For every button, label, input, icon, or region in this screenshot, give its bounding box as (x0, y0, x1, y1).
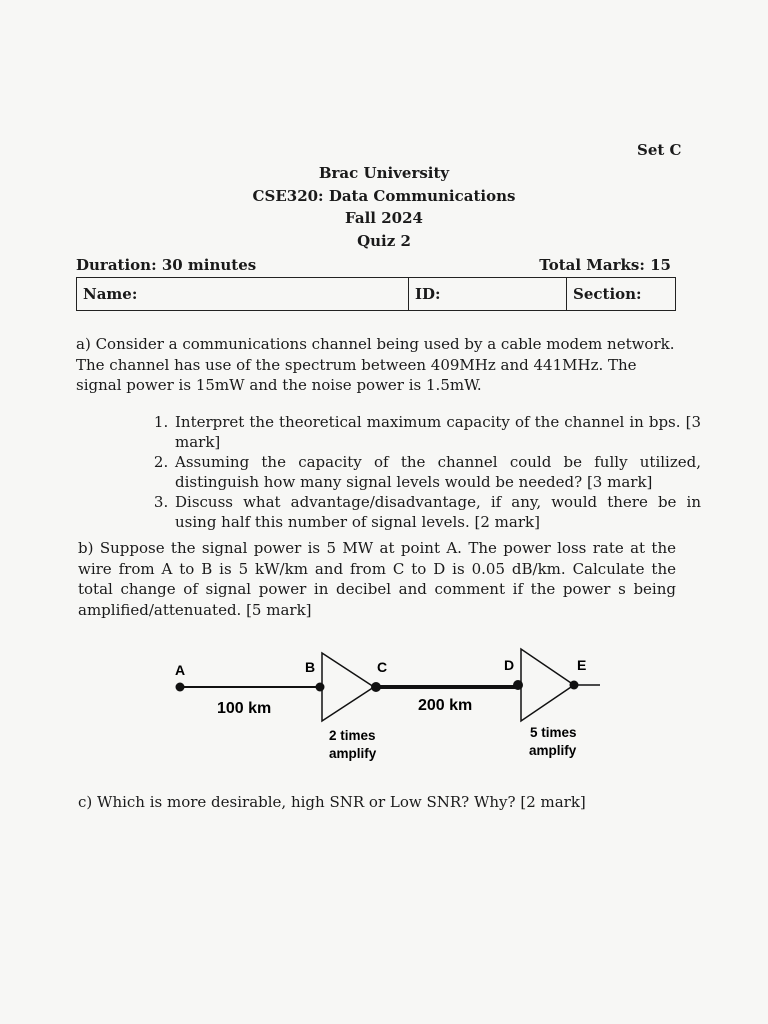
question-b-text: b) Suppose the signal power is 5 MW at point A. The power loss rate at the wire from A to B is 5 kW/km and from C to D is 0.05 dB/km. Calculate the total change of signal power in decibel and comment if the power s being amplified/attenuated. [5 mark] (78, 539, 676, 619)
id-field: ID: (409, 278, 567, 311)
node-a (176, 683, 185, 692)
semester: Fall 2024 (345, 209, 423, 227)
course-title: CSE320: Data Communications (252, 186, 516, 205)
amp2-caption-line1: 5 times (530, 725, 577, 740)
node-d (513, 680, 523, 690)
set-label: Set C (637, 141, 682, 159)
amplifier-1-icon (322, 653, 374, 721)
name-field: Name: (77, 278, 409, 311)
amp1-caption-line2: amplify (329, 746, 377, 761)
amp1-caption-line1: 2 times (329, 728, 376, 743)
label-c: C (377, 659, 388, 675)
question-c-text: c) Which is more desirable, high SNR or Low SNR? Why? [2 mark] (78, 793, 586, 811)
amplifier-2-icon (521, 649, 574, 721)
signal-path-diagram (160, 645, 610, 770)
question-a-text: a) Consider a communications channel being used by a cable modem network. The channel has use of the spectrum between 409MHz and 441MHz. The signal power is 15mW and the noise power is 1.5mW. (76, 335, 675, 394)
quiz-title: Quiz 2 (357, 231, 411, 250)
label-a: A (175, 662, 186, 678)
question-a-subitems (148, 413, 701, 533)
label-b: B (305, 659, 316, 675)
university-name: Brac University (318, 164, 450, 182)
node-b (316, 683, 325, 692)
question-a-item-2: 2. Assuming the capacity of the channel could be fully utilized, distinguish how many signal levels would be needed? [3 mark] (173, 453, 701, 492)
total-marks-label: Total Marks: 15 (539, 256, 671, 274)
exam-header (0, 162, 768, 252)
node-e (570, 681, 579, 690)
label-e: E (577, 657, 587, 673)
student-info-table (76, 277, 676, 311)
question-a-item-3: 3. Discuss what advantage/disadvantage, if any, would there be in using half this number of signal levels. [2 mark] (173, 493, 701, 532)
duration-label: Duration: 30 minutes (76, 256, 257, 274)
node-c (371, 682, 381, 692)
section-field: Section: (567, 278, 676, 311)
distance-cd-label: 200 km (418, 697, 473, 714)
amp2-caption-line2: amplify (529, 743, 577, 758)
label-d: D (504, 657, 515, 673)
question-a-item-1: 1. Interpret the theoretical maximum capacity of the channel in bps. [3 mark] (173, 413, 701, 452)
distance-ab-label: 100 km (217, 700, 272, 717)
